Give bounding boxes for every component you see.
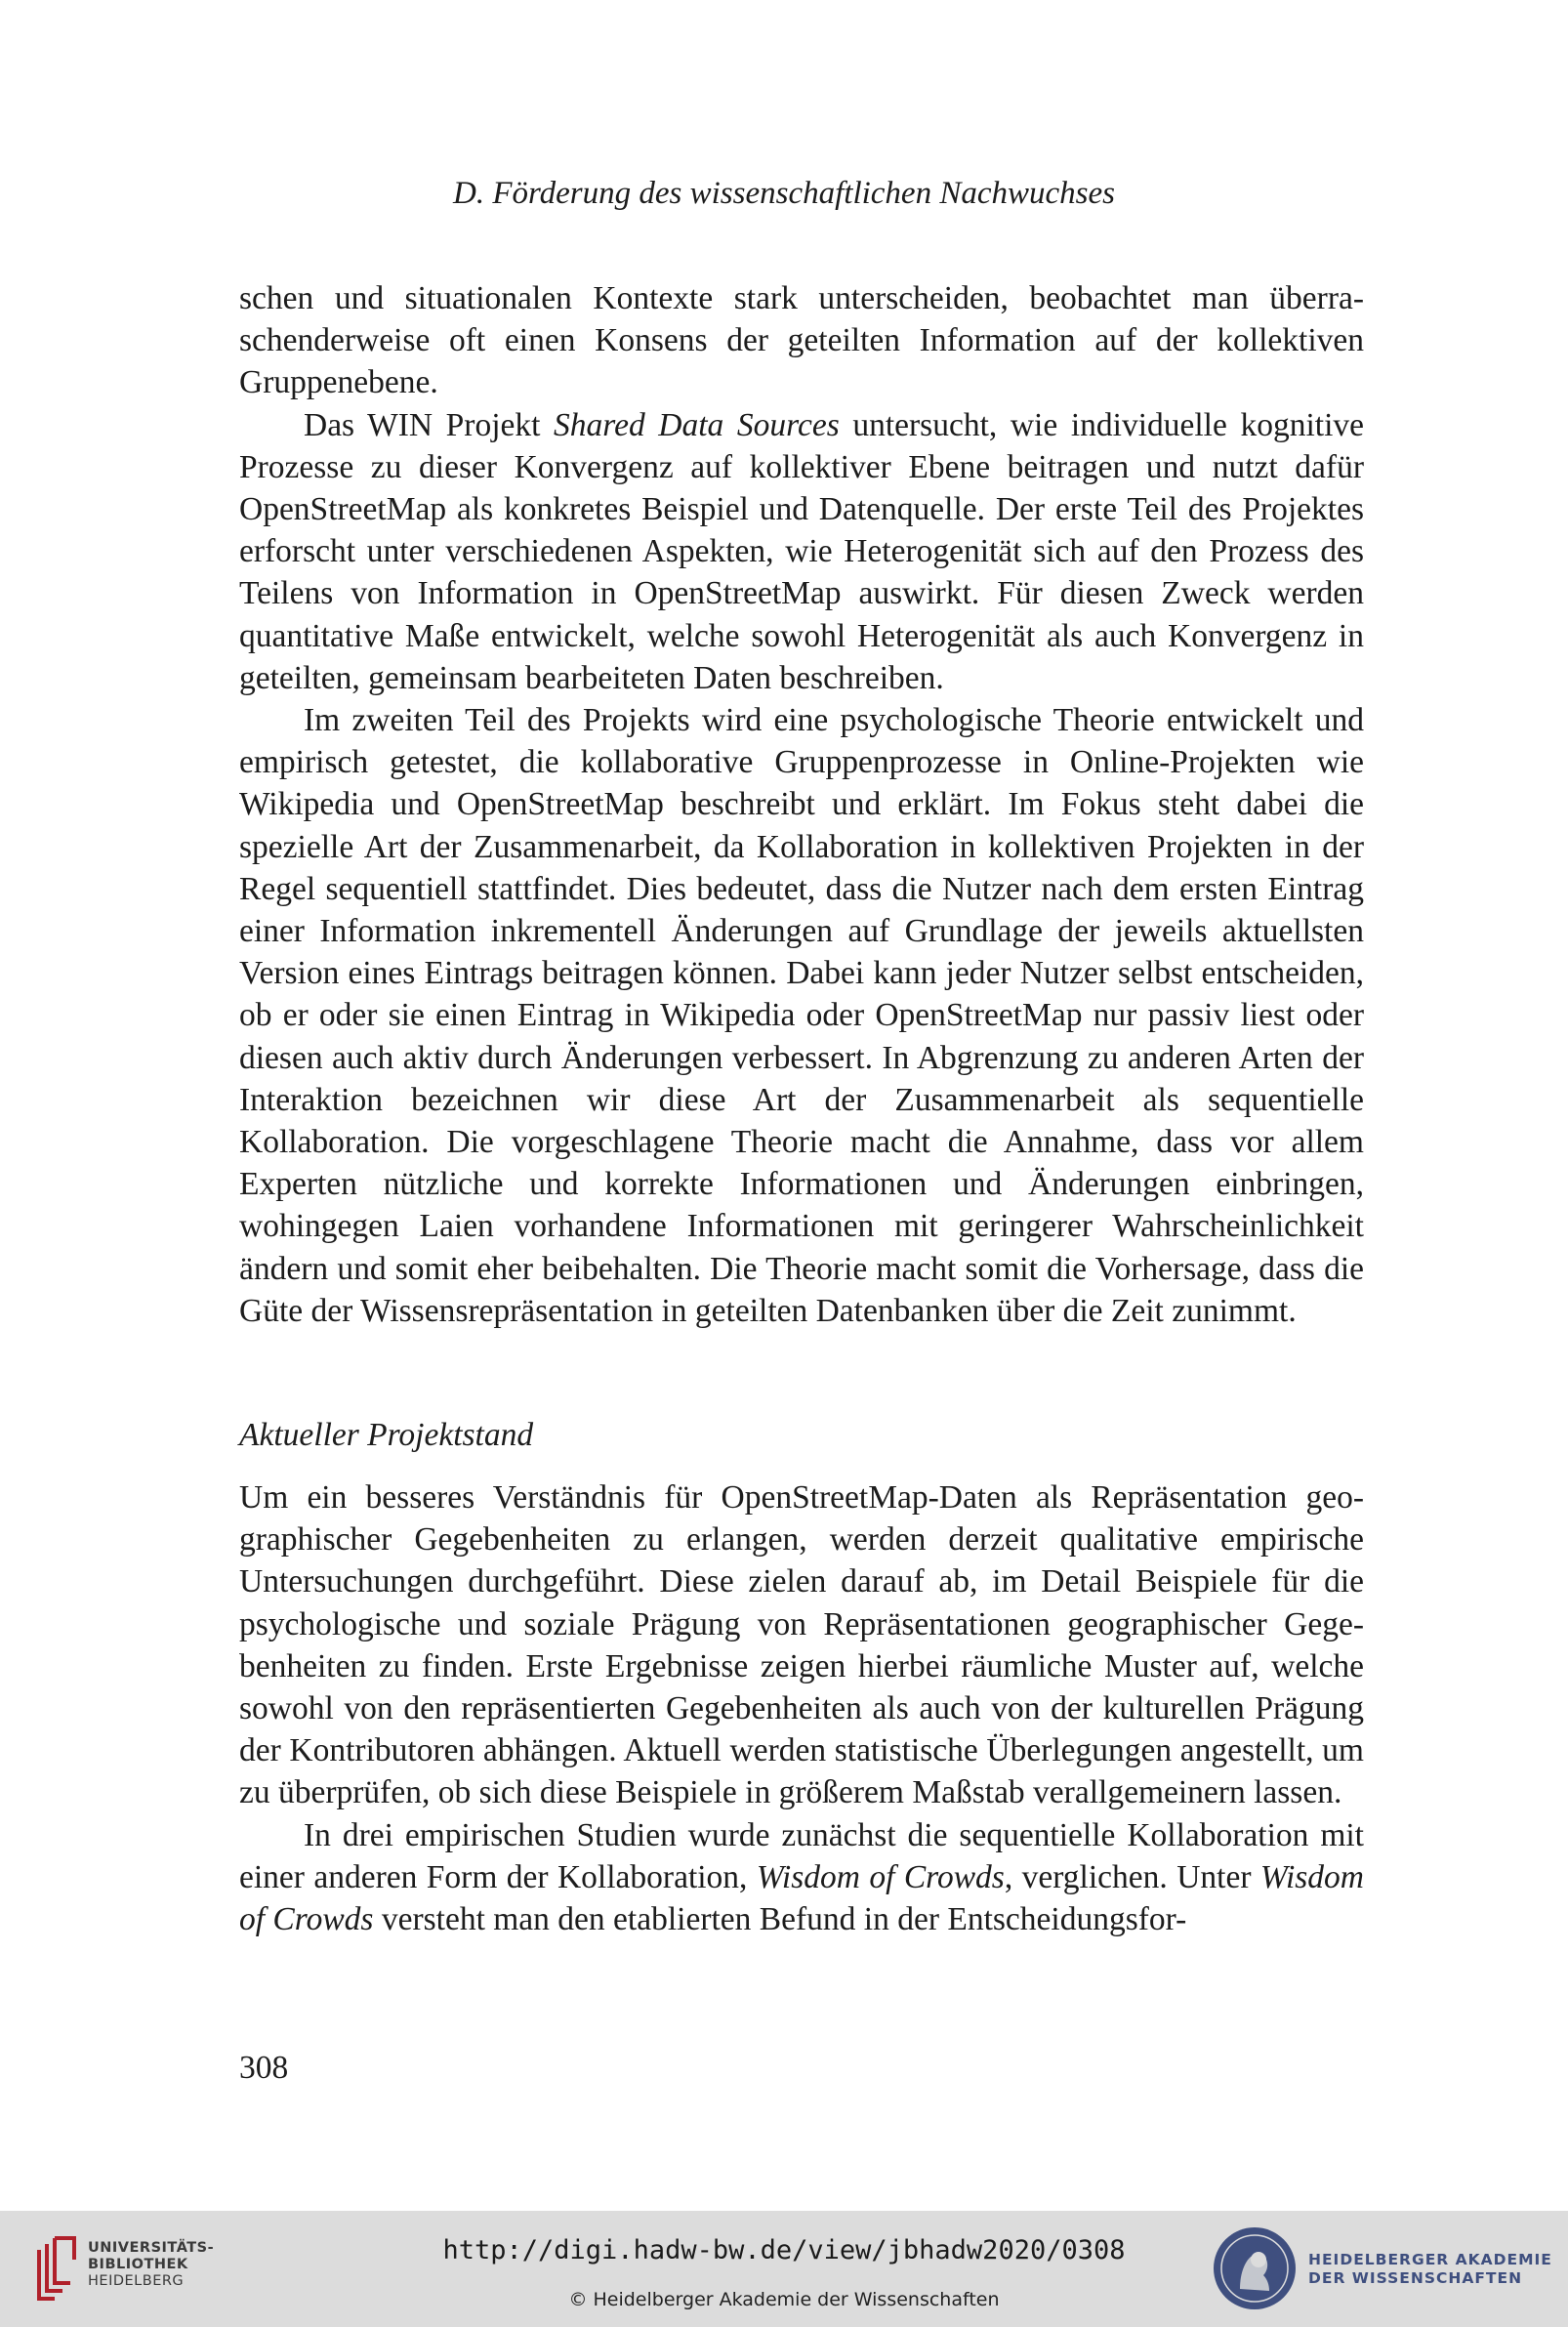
paragraph [239,1476,1364,1814]
text-run: versteht man den etablierten Befund in der Entscheidungsfor- [373,1901,1187,1938]
library-line-3: HEIDELBERG [88,2273,185,2289]
text-run: Um ein besseres Verständnis für OpenStreetMap-Daten als Repräsentation geographischer Gegebenheiten zu erlangen, werden derzeit qualitative empirische Untersuchungen durchgeführt. Diese zielen darauf ab, im Detail Beispiele für die psychologische und soziale Prägung von Repräsentationen geographischer Gegebenheiten zu finden. Erste Ergebnisse zeigen hierbei räumliche Muster auf, welche sowohl von den repräsentierten Gegebenheiten als auch von der kulturellen Prägung der Kontributoren abhängen. Aktuell werden statistische Überlegungen angestellt, um zu überprüfen, ob sich diese Beispiele in größerem Maßstab verallgemeinern lassen. [239,1479,1364,1811]
text-run: In drei empirischen Studien wurde zunächst die sequentielle Kollaboration mit einer anderen Form der Kollaboration, [239,1816,1364,1895]
italic-term: Wisdom of Crowds [756,1858,1005,1895]
italic-term: Shared Data Sources [554,406,840,443]
paragraph [239,277,1364,404]
section-heading: Aktueller Projektstand [239,1417,534,1453]
text-run: Im zweiten Teil des Projekts wird eine psychologische Theorie entwickelt und empirisch getestet, die kollaborative Gruppenprozesse in Online-Projekten wie Wikipedia und OpenStreetMap beschreibt und erklärt. Im Fokus steht dabei die spezielle Art der Zusammenarbeit, da Kollaboration in kollektiven Projekten in der Regel sequentiell stattfindet. Dies bedeutet, dass die Nutzer nach dem ersten Eintrag einer Information inkrementell Änderungen auf Grundlage der jeweils aktuellsten Version eines Eintrags beitragen können. Dabei kann jeder Nutzer selbst entscheiden, ob er oder sie einen Eintrag in Wikipedia oder OpenStreetMap nur passiv liest oder diesen auch aktiv durch Änderungen verbessert. In Abgrenzung zu anderen Arten der Interaktion bezeichnen wir diese Art der Zusammenarbeit als sequentielle Kollaboration. Die vorgeschlagene Theorie macht die Annahme, dass vor allem Experten nützliche und korrekte Informationen und Änderungen einbringen, wohingegen Laien vorhandene Informationen mit geringerer Wahrscheinlichkeit ändern und somit eher beibehalten. Die Theorie macht somit die Vorhersage, dass die Güte der Wissensrepräsentation in geteilten Datenbanken über die Zeit zunimmt. [239,702,1364,1329]
body-text-upper [239,277,1364,1332]
academy-line-1: HEIDELBERGER AKADEMIE [1308,2251,1552,2268]
body-text-lower [239,1476,1364,1940]
library-line-1: UNIVERSITÄTS- [88,2240,215,2256]
text-run: Das WIN Projekt [304,406,555,443]
paragraph [239,1814,1364,1941]
paragraph [239,699,1364,1332]
source-url-link[interactable]: http://digi.hadw-bw.de/view/jbhadw2020/0308 [442,2235,1126,2265]
footer-band [0,2211,1568,2327]
text-run: , verglichen. Unter [1004,1858,1260,1895]
copyright-notice: © Heidelberger Akademie der Wissenschaften [568,2289,1000,2310]
academy-seal-icon [1211,2224,1299,2312]
page-number: 308 [239,2050,289,2086]
text-run: schen und situationalen Kontexte stark unterscheiden, beobachtet man überraschenderweise oft einen Konsens der geteilten Information auf der kollektiven Gruppenebene. [239,280,1364,401]
academy-line-2: DER WISSENSCHAFTEN [1308,2269,1523,2287]
academy-name [1308,2251,1552,2288]
text-run: untersucht, wie individuelle kognitive Prozesse zu dieser Konvergenz auf kollektiver Ebene beitragen und nutzt dafür OpenStreetMap als konkretes Beispiel und Datenquelle. Der erste Teil des Projektes erforscht unter verschiedenen Aspekten, wie Heterogenität sich auf den Prozess des Teilens von Information in OpenStreetMap auswirkt. Für diesen Zweck werden quantitative Maße entwickelt, welche sowohl Heterogenität als auch Konvergenz in geteilten, gemeinsam bearbeiteten Daten beschreiben. [239,406,1364,696]
italic-term: Wisdom of Crowds [239,1858,1364,1938]
paragraph [239,404,1364,699]
running-header: D. Förderung des wissenschaftlichen Nachwuchses [453,176,1115,211]
library-line-2: BIBLIOTHEK [88,2257,188,2272]
